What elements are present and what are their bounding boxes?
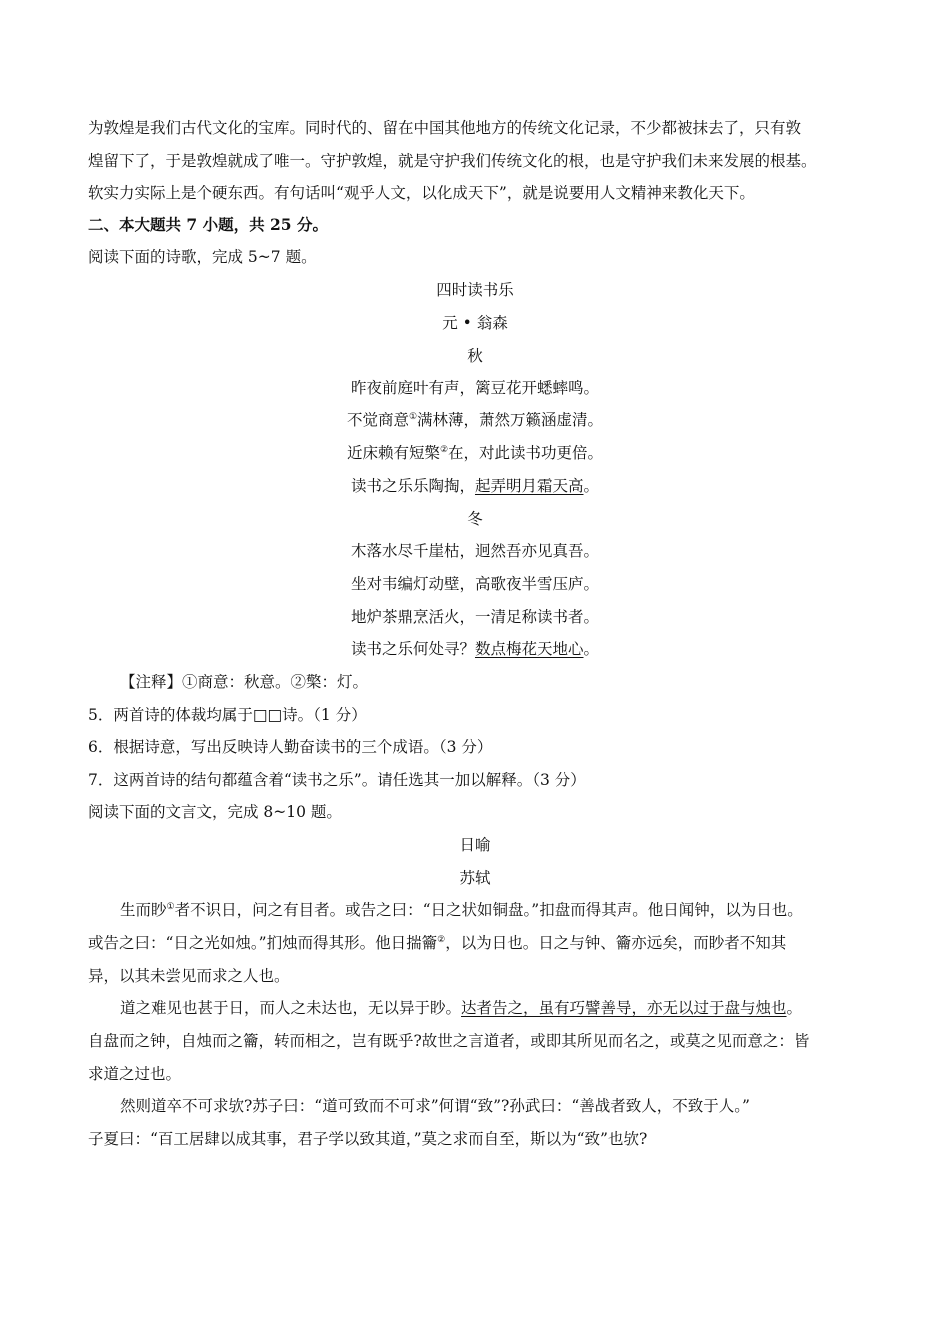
autumn-line-4-a: 读书之乐乐陶掏， <box>350 477 475 495</box>
autumn-underlined-phrase: 起弄明月霜天高 <box>474 477 584 495</box>
autumn-line-3-a: 近床赖有短檠 <box>346 444 440 462</box>
prose-author: 苏轼 <box>459 869 491 887</box>
prose-p2-line-3: 求道之过也。 <box>88 1065 182 1083</box>
prose-p2-line-1 <box>120 998 868 1018</box>
prose-p1-line-1 <box>120 900 868 920</box>
prose-p1-line-3: 异，以其未尝见而求之人也。 <box>88 967 290 985</box>
poem-note: 【注释】①商意：秋意。②檠：灯。 <box>120 673 369 691</box>
prose-footnote-marker-2: ② <box>437 935 446 945</box>
question-6: 6．根据诗意，写出反映诗人勤奋读书的三个成语。（3 分） <box>88 738 493 756</box>
prose-p1-line-1-a: 生而眇 <box>120 901 167 919</box>
winter-line-2: 坐对韦编灯动壁，高歌夜半雪压庐。 <box>350 575 599 593</box>
prose-p1-line-2-a: 或告之曰：“日之光如烛。”扪烛而得其形。他日揣籥 <box>88 934 438 952</box>
footnote-marker-1: ① <box>408 412 418 422</box>
autumn-line-2-a: 不觉商意 <box>346 411 409 429</box>
autumn-line-2 <box>0 410 950 430</box>
footnote-marker-2: ② <box>439 445 449 455</box>
autumn-heading: 秋 <box>467 347 483 365</box>
question-5: 5．两首诗的体裁均属于□□诗。（1 分） <box>88 706 367 724</box>
prose-p3-line-1: 然则道卒不可求欤?苏子曰：“道可致而不可求”何谓“致”?孙武曰：“善战者致人，不致于人。” <box>120 1097 750 1115</box>
poem-author: 元 • 翁森 <box>442 314 508 332</box>
winter-heading: 冬 <box>467 510 483 528</box>
autumn-line-1: 昨夜前庭叶有声，篱豆花开蟋蟀鸣。 <box>350 379 599 397</box>
prose-p2-line-1-a: 道之难见也甚于日，而人之未达也，无以异于眇。 <box>120 999 462 1017</box>
intro-line-2: 煌留下了，于是敦煌就成了唯一。守护敦煌，就是守护我们传统文化的根，也是守护我们未来发展的根基。 <box>88 152 817 170</box>
intro-line-1: 为敦煌是我们古代文化的宝库。同时代的、留在中国其他地方的传统文化记录，不少都被抹去了，只有敦 <box>88 119 802 137</box>
prose-footnote-marker-1: ① <box>166 902 175 912</box>
winter-line-3: 地炉茶鼎烹活火，一清足称读书者。 <box>350 608 599 626</box>
poem-title: 四时读书乐 <box>436 281 514 299</box>
prose-title: 日喻 <box>459 836 491 854</box>
autumn-line-4-b: 。 <box>583 477 600 495</box>
section-heading: 二、本大题共 7 小题，共 25 分。 <box>88 215 328 234</box>
prose-p2-line-1-b: 。 <box>786 999 803 1017</box>
question-7: 7．这两首诗的结句都蕴含着“读书之乐”。请任选其一加以解释。（3 分） <box>88 771 586 789</box>
prose-p1-line-2 <box>88 933 868 953</box>
autumn-line-3-b: 在，对此读书功更倍。 <box>448 444 604 462</box>
prose-p2-line-2: 自盘而之钟，自烛而之籥，转而相之，岂有既乎?故世之言道者，或即其所见而名之，或莫之见而意之：皆 <box>88 1032 810 1050</box>
winter-line-4-a: 读书之乐何处寻？ <box>350 640 475 658</box>
prose-p1-line-1-b: 者不识日，问之有目者。或告之曰：“日之状如铜盘。”扣盘而得其声。他日闻钟，以为日也。 <box>174 901 803 919</box>
autumn-line-2-b: 满林薄，萧然万籁涵虚清。 <box>417 411 604 429</box>
winter-line-4 <box>0 639 950 659</box>
winter-underlined-phrase: 数点梅花天地心 <box>474 640 584 658</box>
autumn-line-3 <box>0 443 950 463</box>
winter-line-4-b: 。 <box>583 640 600 658</box>
prose-p3-line-2: 子夏曰：“百工居肆以成其事，君子学以致其道，”莫之求而自至，斯以为“致”也欤? <box>88 1130 648 1148</box>
intro-line-3: 软实力实际上是个硬东西。有句话叫“观乎人文，以化成天下”，就是说要用人文精神来教化天下。 <box>88 184 755 202</box>
prose-p1-line-2-b: ，以为日也。日之与钟、籥亦远矣，而眇者不知其 <box>445 934 787 952</box>
prose-underlined-sentence: 达者告之，虽有巧譬善导，亦无以过于盘与烛也 <box>461 999 787 1017</box>
poem-instruction: 阅读下面的诗歌，完成 5~7 题。 <box>88 248 317 266</box>
prose-instruction: 阅读下面的文言文，完成 8~10 题。 <box>88 803 342 821</box>
autumn-line-4 <box>0 476 950 496</box>
winter-line-1: 木落水尽千崖枯，迥然吾亦见真吾。 <box>350 542 599 560</box>
